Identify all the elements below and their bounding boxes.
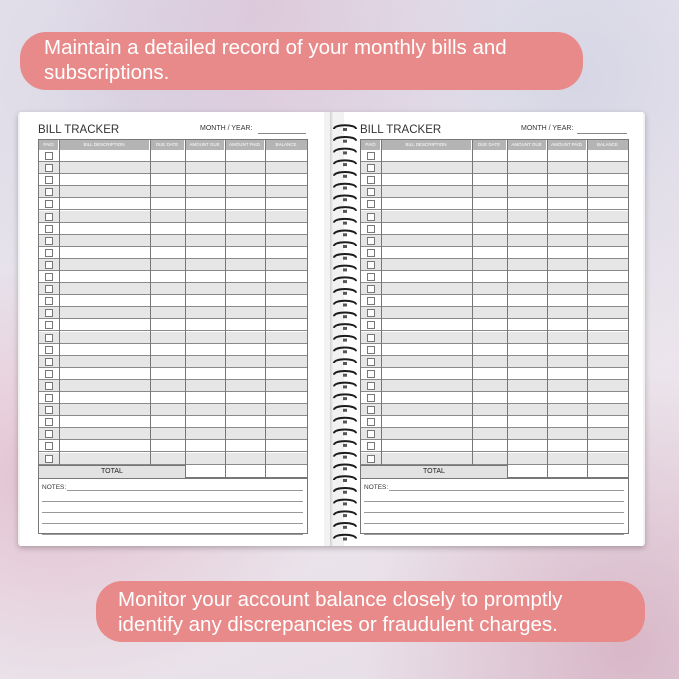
paid-checkbox[interactable] <box>367 188 375 196</box>
column-header: BILL DESCRIPTION <box>59 140 150 150</box>
spiral-hole <box>343 210 347 213</box>
paid-checkbox[interactable] <box>45 164 53 172</box>
bill-row[interactable] <box>39 223 307 235</box>
spiral-hole <box>343 128 347 131</box>
bill-row[interactable] <box>39 332 307 344</box>
column-header: AMOUNT PAID <box>225 140 265 150</box>
column-divider <box>225 140 226 477</box>
notes-box[interactable] <box>360 478 629 534</box>
paid-checkbox[interactable] <box>45 346 53 354</box>
paid-checkbox[interactable] <box>45 285 53 293</box>
spiral-hole <box>343 479 347 482</box>
column-header: DUE DATE <box>150 140 185 150</box>
paid-checkbox[interactable] <box>367 176 375 184</box>
spiral-hole <box>343 350 347 353</box>
column-header: AMOUNT PAID <box>547 140 587 150</box>
column-divider <box>59 140 60 477</box>
bill-row[interactable] <box>39 150 307 162</box>
bill-row[interactable] <box>39 344 307 356</box>
bill-row[interactable] <box>39 259 307 271</box>
bill-row[interactable] <box>39 368 307 380</box>
spiral-hole <box>343 538 347 541</box>
bill-row[interactable] <box>39 319 307 331</box>
paid-checkbox[interactable] <box>367 164 375 172</box>
bill-row[interactable] <box>39 453 307 465</box>
paid-checkbox[interactable] <box>367 406 375 414</box>
bill-row[interactable] <box>39 380 307 392</box>
bottom-banner-line1: Monitor your account balance closely to promptly <box>118 588 563 611</box>
spiral-hole <box>343 362 347 365</box>
column-header: BILL DESCRIPTION <box>381 140 472 150</box>
paid-checkbox[interactable] <box>367 346 375 354</box>
bill-row[interactable] <box>39 198 307 210</box>
paid-checkbox[interactable] <box>45 430 53 438</box>
bill-table <box>38 139 308 478</box>
notes-line <box>42 534 303 535</box>
paid-checkbox[interactable] <box>45 334 53 342</box>
notes-line <box>67 490 303 491</box>
column-header: DUE DATE <box>472 140 507 150</box>
paid-checkbox[interactable] <box>45 200 53 208</box>
paid-checkbox[interactable] <box>367 237 375 245</box>
spiral-hole <box>343 502 347 505</box>
column-divider <box>265 140 266 477</box>
spiral-hole <box>343 467 347 470</box>
bill-row[interactable] <box>39 356 307 368</box>
column-header: AMOUNT DUE <box>507 140 547 150</box>
column-header: BALANCE <box>265 140 307 150</box>
paid-checkbox[interactable] <box>45 418 53 426</box>
top-banner <box>20 32 583 90</box>
top-banner-line1: Maintain a detailed record of your monthly bills and <box>44 36 507 59</box>
paid-checkbox[interactable] <box>367 213 375 221</box>
paid-checkbox[interactable] <box>367 455 375 463</box>
month-year-label: MONTH / YEAR: <box>200 125 253 132</box>
paid-checkbox[interactable] <box>45 382 53 390</box>
notes-line <box>42 523 303 524</box>
paid-checkbox[interactable] <box>45 455 53 463</box>
notes-line <box>42 512 303 513</box>
spiral-hole <box>343 245 347 248</box>
bill-row[interactable] <box>39 211 307 223</box>
column-header: PAID <box>39 140 59 150</box>
bottom-banner <box>96 581 645 642</box>
column-header: BALANCE <box>587 140 628 150</box>
paid-checkbox[interactable] <box>45 188 53 196</box>
notes-line <box>364 512 624 513</box>
spiral-hole <box>343 222 347 225</box>
spiral-hole <box>343 339 347 342</box>
paid-checkbox[interactable] <box>367 358 375 366</box>
paid-checkbox[interactable] <box>45 321 53 329</box>
spiral-hole <box>343 151 347 154</box>
top-banner-line2: subscriptions. <box>44 60 170 84</box>
paid-checkbox[interactable] <box>367 370 375 378</box>
bill-row[interactable] <box>39 295 307 307</box>
month-year-field[interactable] <box>577 133 627 134</box>
spiral-binding <box>331 118 359 554</box>
column-header: AMOUNT DUE <box>185 140 225 150</box>
spiral-hole <box>343 280 347 283</box>
month-year-label: MONTH / YEAR: <box>521 125 574 132</box>
paid-checkbox[interactable] <box>45 249 53 257</box>
notes-line <box>364 501 624 502</box>
notes-line <box>389 490 624 491</box>
right-page <box>344 112 643 546</box>
paid-checkbox[interactable] <box>367 394 375 402</box>
bill-row[interactable] <box>39 416 307 428</box>
spiral-hole <box>343 456 347 459</box>
column-divider <box>507 140 508 477</box>
bill-row[interactable] <box>39 235 307 247</box>
bill-row[interactable] <box>39 404 307 416</box>
paid-checkbox[interactable] <box>367 225 375 233</box>
total-label: TOTAL <box>39 465 185 478</box>
spiral-hole <box>343 292 347 295</box>
bill-row[interactable] <box>39 307 307 319</box>
spiral-hole <box>343 257 347 260</box>
bottom-banner-line2: identify any discrepancies or fraudulent charges. <box>118 612 558 636</box>
paid-checkbox[interactable] <box>367 309 375 317</box>
column-header: PAID <box>361 140 381 150</box>
bill-row[interactable] <box>39 428 307 440</box>
spiral-hole <box>343 397 347 400</box>
paid-checkbox[interactable] <box>367 200 375 208</box>
paid-checkbox[interactable] <box>367 418 375 426</box>
column-divider <box>381 140 382 477</box>
month-year-field[interactable] <box>258 133 306 134</box>
column-divider <box>547 140 548 477</box>
spiral-hole <box>343 175 347 178</box>
paid-checkbox[interactable] <box>45 358 53 366</box>
paid-checkbox[interactable] <box>367 285 375 293</box>
planner-book <box>18 112 645 546</box>
paid-checkbox[interactable] <box>367 430 375 438</box>
column-divider <box>185 140 186 477</box>
spiral-hole <box>343 432 347 435</box>
paid-checkbox[interactable] <box>45 370 53 378</box>
spiral-hole <box>343 268 347 271</box>
bill-row[interactable] <box>39 162 307 174</box>
total-label: TOTAL <box>361 465 507 478</box>
paid-checkbox[interactable] <box>367 334 375 342</box>
column-divider <box>472 140 473 477</box>
spiral-hole <box>343 198 347 201</box>
paid-checkbox[interactable] <box>367 297 375 305</box>
spiral-hole <box>343 140 347 143</box>
paid-checkbox[interactable] <box>45 225 53 233</box>
notes-line <box>364 534 624 535</box>
page-title: BILL TRACKER <box>360 124 442 136</box>
notes-line <box>42 501 303 502</box>
bill-row[interactable] <box>39 271 307 283</box>
spiral-hole <box>343 491 347 494</box>
spiral-hole <box>343 233 347 236</box>
paid-checkbox[interactable] <box>45 176 53 184</box>
paid-checkbox[interactable] <box>45 309 53 317</box>
notes-box[interactable] <box>38 478 308 534</box>
spiral-hole <box>343 163 347 166</box>
spiral-hole <box>343 385 347 388</box>
column-divider <box>150 140 151 477</box>
spiral-hole <box>343 327 347 330</box>
paid-checkbox[interactable] <box>367 321 375 329</box>
bill-row[interactable] <box>39 186 307 198</box>
bill-table <box>360 139 629 478</box>
paid-checkbox[interactable] <box>367 382 375 390</box>
spiral-hole <box>343 304 347 307</box>
column-divider <box>587 140 588 477</box>
spiral-hole <box>343 514 347 517</box>
paid-checkbox[interactable] <box>367 273 375 281</box>
paid-checkbox[interactable] <box>45 297 53 305</box>
paid-checkbox[interactable] <box>367 152 375 160</box>
paid-checkbox[interactable] <box>45 261 53 269</box>
notes-label: NOTES: <box>364 483 389 491</box>
bill-row[interactable] <box>39 174 307 186</box>
bill-row[interactable] <box>39 440 307 452</box>
notes-line <box>364 523 624 524</box>
spiral-hole <box>343 409 347 412</box>
paid-checkbox[interactable] <box>45 406 53 414</box>
paid-checkbox[interactable] <box>45 213 53 221</box>
spiral-hole <box>343 187 347 190</box>
bill-row[interactable] <box>39 392 307 404</box>
paid-checkbox[interactable] <box>45 394 53 402</box>
paid-checkbox[interactable] <box>367 261 375 269</box>
spiral-hole <box>343 526 347 529</box>
paid-checkbox[interactable] <box>45 442 53 450</box>
notes-label: NOTES: <box>42 483 67 491</box>
bill-row[interactable] <box>39 283 307 295</box>
spiral-hole <box>343 315 347 318</box>
paid-checkbox[interactable] <box>45 237 53 245</box>
paid-checkbox[interactable] <box>367 442 375 450</box>
spiral-hole <box>343 444 347 447</box>
paid-checkbox[interactable] <box>45 152 53 160</box>
left-page <box>20 112 324 546</box>
paid-checkbox[interactable] <box>367 249 375 257</box>
paid-checkbox[interactable] <box>45 273 53 281</box>
spiral-hole <box>343 421 347 424</box>
bill-row[interactable] <box>39 247 307 259</box>
spiral-hole <box>343 374 347 377</box>
page-title: BILL TRACKER <box>38 124 120 136</box>
